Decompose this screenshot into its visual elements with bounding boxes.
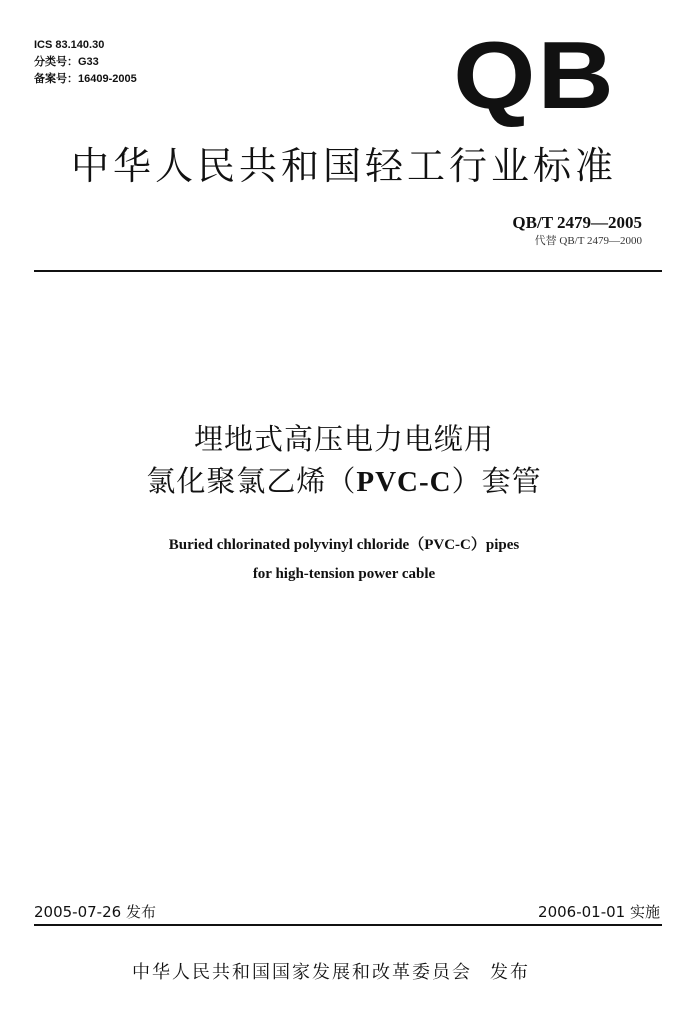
chinese-title-line2-latin: PVC-C bbox=[356, 466, 452, 498]
publisher-action: 发布 bbox=[490, 962, 530, 983]
english-title-line1: Buried chlorinated polyvinyl chloride（PVC-C）pipes bbox=[168, 537, 520, 553]
ics-code: ICS 83.140.30 bbox=[34, 39, 105, 51]
standard-code bbox=[512, 213, 642, 249]
english-title bbox=[0, 531, 688, 589]
chinese-title-line2-prefix: 氯化聚氯乙烯（ bbox=[146, 464, 357, 498]
footer-divider bbox=[34, 924, 662, 926]
issue-date: 2005-07-26 发布 bbox=[34, 903, 156, 921]
category-code: 分类号：G33 bbox=[34, 56, 99, 68]
chinese-title-line2 bbox=[0, 460, 688, 503]
chinese-title-line1: 埋地式高压电力电缆用 bbox=[193, 422, 494, 456]
publisher-name: 中华人民共和国国家发展和改革委员会 bbox=[132, 962, 472, 983]
record-number: 备案号：16409-2005 bbox=[34, 73, 137, 85]
qb-logo: QB bbox=[453, 22, 616, 129]
chinese-title-line2-suffix: ）套管 bbox=[451, 464, 542, 498]
english-title-line2: for high-tension power cable bbox=[252, 566, 436, 582]
standard-number: QB/T 2479—2005 bbox=[512, 213, 642, 232]
chinese-title bbox=[0, 418, 688, 503]
header-divider bbox=[34, 270, 662, 272]
implement-date: 2006-01-01 实施 bbox=[538, 903, 660, 921]
replaces-standard: 代替 QB/T 2479—2000 bbox=[534, 235, 642, 247]
document-meta bbox=[34, 37, 137, 88]
publisher bbox=[132, 960, 530, 986]
standard-title: 中华人民共和国轻工行业标准 bbox=[70, 144, 617, 188]
